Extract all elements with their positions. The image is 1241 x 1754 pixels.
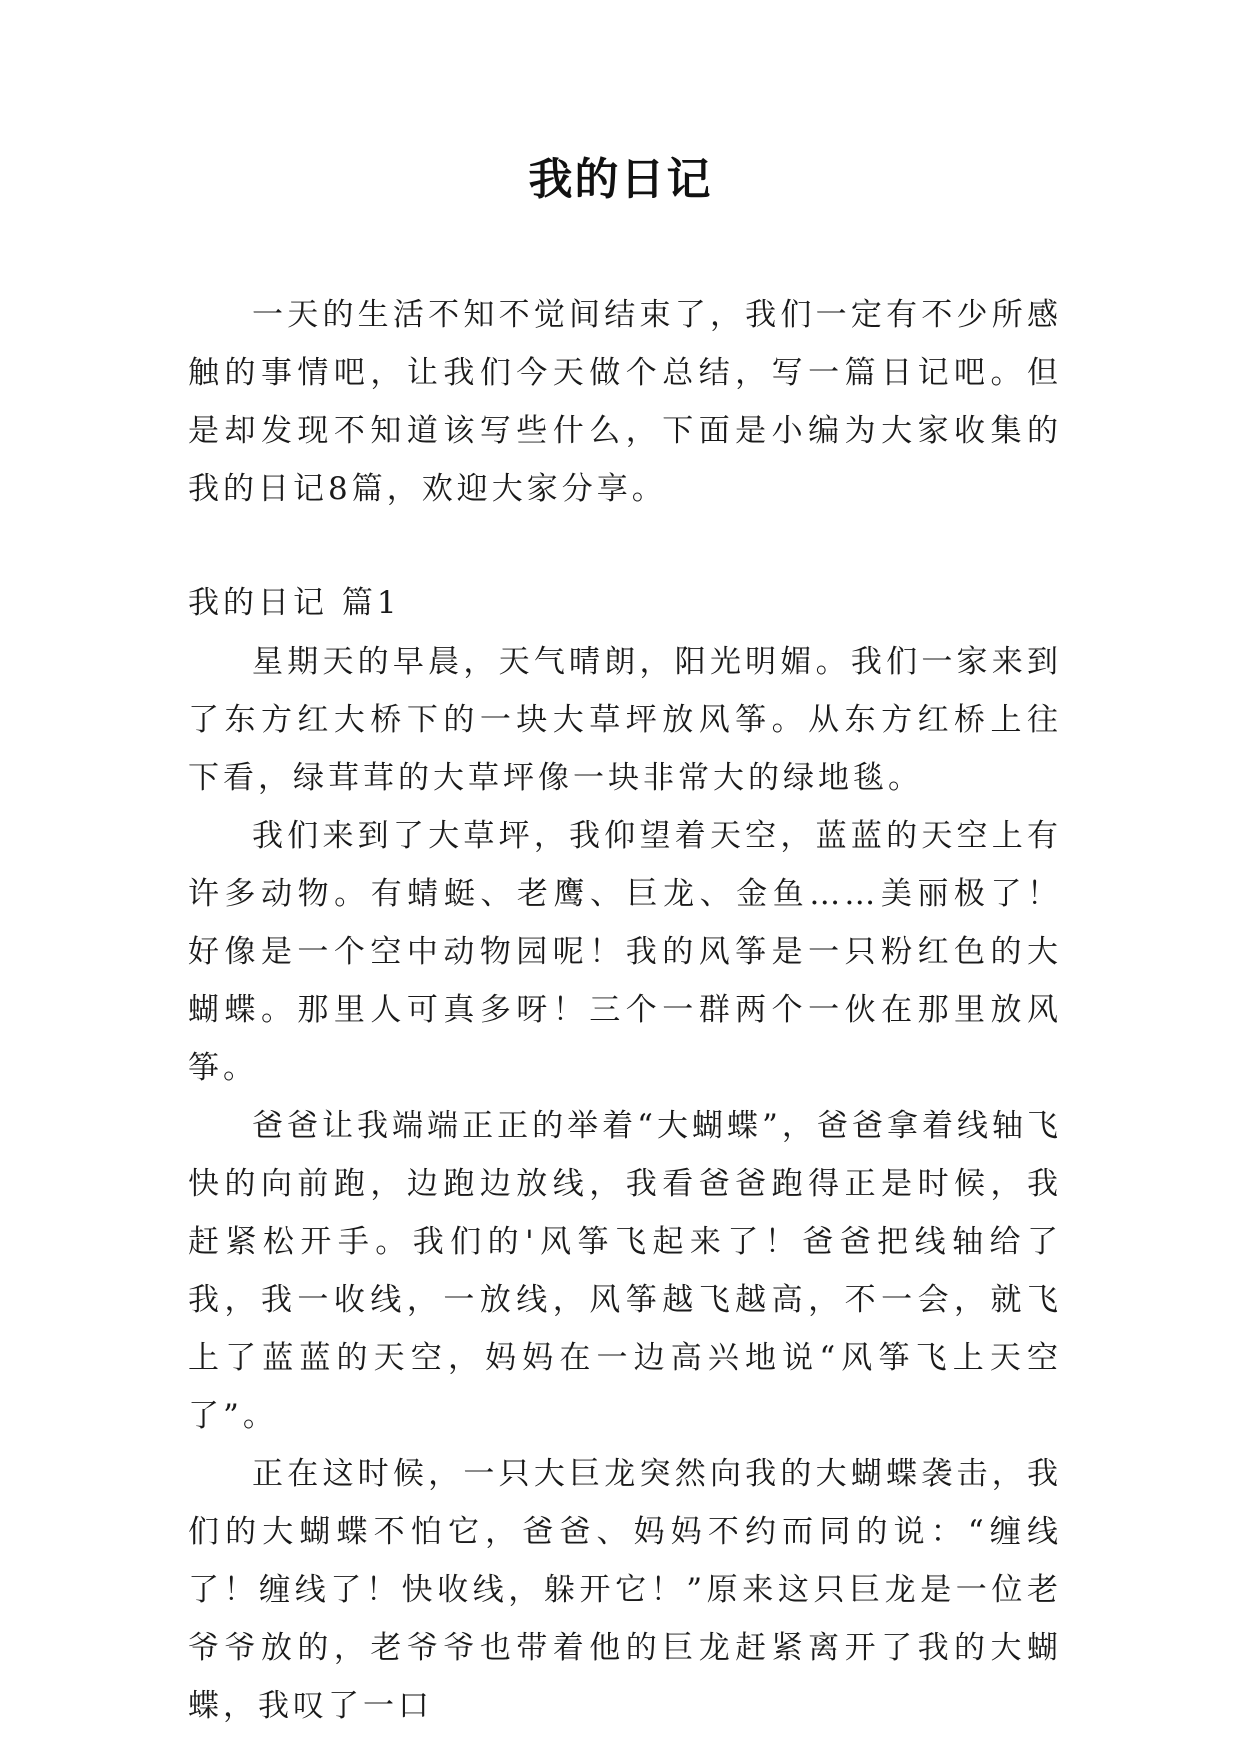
diary-paragraph-1: 星期天的早晨，天气晴朗，阳光明媚。我们一家来到了东方红大桥下的一块大草坪放风筝。从东方红桥上往下看，绿茸茸的大草坪像一块非常大的绿地毯。 bbox=[188, 644, 1062, 796]
diary-entry-body bbox=[188, 633, 1062, 1735]
intro-paragraph: 一天的生活不知不觉间结束了，我们一定有不少所感触的事情吧，让我们今天做个总结，写一篇日记吧。但是却发现不知道该写些什么，下面是小编为大家收集的我的日记8篇，欢迎大家分享。 bbox=[188, 297, 1062, 507]
diary-paragraph-3: 爸爸让我端端正正的举着“大蝴蝶”，爸爸拿着线轴飞快的向前跑，边跑边放线，我看爸爸跑得正是时候，我赶紧松开手。我们的'风筝飞起来了！爸爸把线轴给了我，我一收线，一放线，风筝越飞越高，不一会，就飞上了蓝蓝的天空，妈妈在一边高兴地说“风筝飞上天空了”。 bbox=[188, 1108, 1062, 1434]
diary-paragraph-4: 正在这时候，一只大巨龙突然向我的大蝴蝶袭击，我们的大蝴蝶不怕它，爸爸、妈妈不约而同的说：“缠线了！缠线了！快收线，躲开它！”原来这只巨龙是一位老爷爷放的，老爷爷也带着他的巨龙赶紧离开了我的大蝴蝶，我叹了一口 bbox=[188, 1456, 1062, 1724]
document-title: 我的日记 bbox=[528, 154, 713, 205]
diary-paragraph-2: 我们来到了大草坪，我仰望着天空，蓝蓝的天空上有许多动物。有蜻蜓、老鹰、巨龙、金鱼……美丽极了！好像是一个空中动物园呢！我的风筝是一只粉红色的大蝴蝶。那里人可真多呀！三个一群两个一伙在那里放风筝。 bbox=[188, 818, 1062, 1086]
section-heading: 我的日记 篇1 bbox=[188, 585, 401, 621]
